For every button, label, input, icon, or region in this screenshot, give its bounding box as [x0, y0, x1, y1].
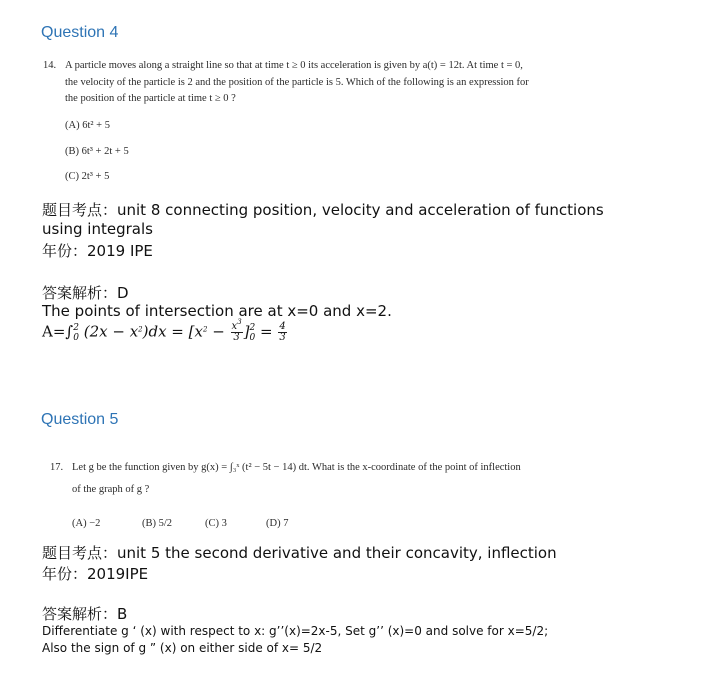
q5-choice-c: (C) 3	[205, 518, 227, 529]
q5-stem-line2: of the graph of g ?	[72, 484, 150, 495]
q4-year: 年份：2019 IPE	[42, 242, 153, 260]
q5-heading: Question 5	[41, 411, 119, 428]
q5-explanation-line2: Also the sign of g ” (x) on either side of x= 5/2	[42, 641, 323, 655]
q5-number: 17.	[50, 462, 64, 473]
q4-formula: A=∫ 2 0 $(2x - x^2)dx = [x^2$ − $\frac{x^3}{3}$ ] 2 0 = $\frac{4}{3}$	[42, 318, 286, 343]
q4-number: 14.	[43, 60, 57, 71]
q5-year: 年份：2019IPE	[42, 565, 149, 583]
q4-choice-c: (C) 2t³ + 5	[65, 171, 110, 182]
q5-answer: 答案解析：B	[42, 605, 128, 623]
q5-explanation-line1: Differentiate g ‘ (x) with respect to x: g’’(x)=2x-5, Set g’’ (x)=0 and solve for x=5/2;	[42, 624, 549, 638]
q4-stem-line2: the velocity of the particle is 2 and the position of the particle is 5. Which of the following is an expression for	[65, 77, 529, 88]
q4-stem-line3: the position of the particle at time t ≥ 0 ?	[65, 93, 236, 104]
q4-choice-a: (A) 6t² + 5	[65, 120, 110, 131]
q4-stem-line1: A particle moves along a straight line so that at time t ≥ 0 its acceleration is given by a(t) = 12t. At time t = 0,	[65, 60, 523, 71]
q4-choice-b: (B) 6t³ + 2t + 5	[65, 146, 129, 157]
q5-choice-b: (B) 5/2	[142, 518, 173, 529]
q4-explanation: The points of intersection are at x=0 and x=2.	[42, 302, 392, 320]
q4-topic-line1: 题目考点：unit 8 connecting position, velocity and acceleration of functions	[42, 201, 604, 219]
q4-answer: 答案解析：D	[42, 284, 129, 302]
q5-choice-d: (D) 7	[266, 518, 289, 529]
q4-topic-line2: using integrals	[42, 220, 153, 238]
q5-stem-line1: Let g be the function given by g(x) = ∫₃ˣ (t² − 5t − 14) dt. What is the x-coordinate of the point of inflection	[72, 462, 521, 473]
q5-topic: 题目考点：unit 5 the second derivative and their concavity, inflection	[42, 544, 557, 562]
q5-choice-a: (A) −2	[72, 518, 101, 529]
q4-heading: Question 4	[41, 24, 119, 41]
